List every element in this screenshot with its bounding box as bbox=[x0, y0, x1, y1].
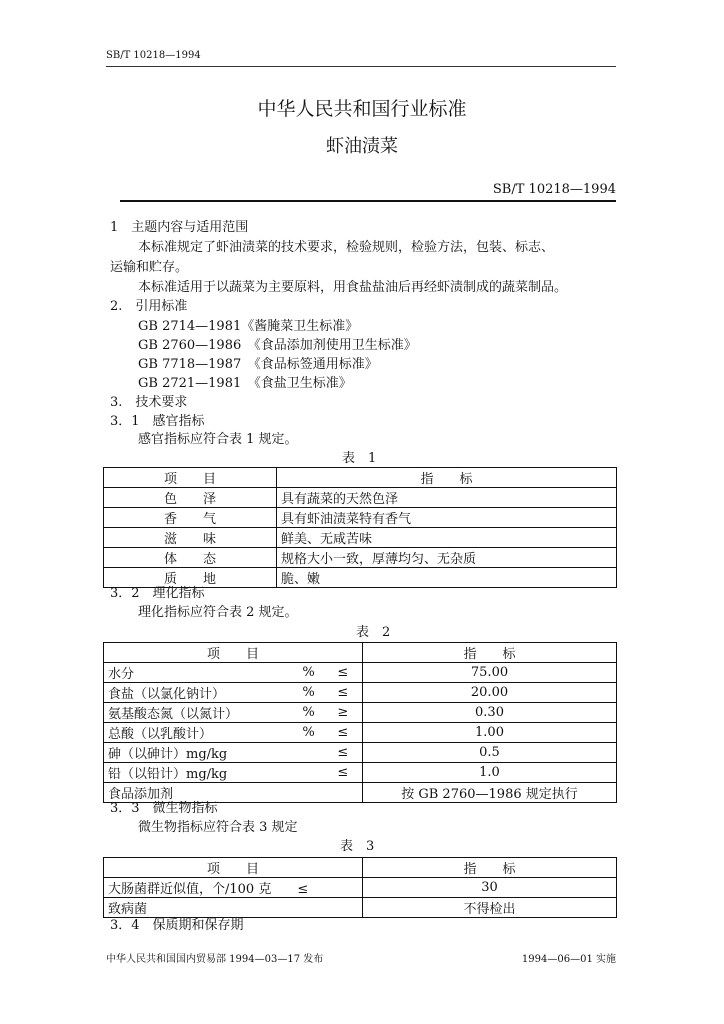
table-row bbox=[104, 763, 617, 783]
table-header-cell: 指 标 bbox=[363, 643, 617, 663]
section-3-3-text: 微生物指标应符合表 3 规定 bbox=[138, 820, 298, 835]
table-row bbox=[104, 898, 617, 918]
table-row bbox=[104, 548, 617, 568]
section-3-4-heading: 3．4 保质期和保存期 bbox=[110, 918, 244, 933]
table-header-row bbox=[104, 858, 617, 878]
unit-cell: % bbox=[293, 703, 323, 723]
table-header-cell: 项 目 bbox=[104, 643, 363, 663]
table-header-row bbox=[104, 468, 617, 488]
reference-item: GB 2714—1981《酱腌菜卫生标准》 bbox=[138, 319, 359, 334]
table-cell: 具有蔬菜的天然色泽 bbox=[277, 488, 617, 508]
value-cell: 按 GB 2760—1986 规定执行 bbox=[363, 783, 617, 803]
section-3-3-heading: 3．3 微生物指标 bbox=[110, 801, 218, 816]
reference-item: GB 7718—1987 《食品标签通用标准》 bbox=[138, 357, 378, 372]
unit-cell bbox=[293, 763, 323, 783]
table-header-cell: 项 目 bbox=[104, 468, 277, 488]
operator-cell: ≤ bbox=[324, 743, 363, 763]
table-cell: 脆、嫩 bbox=[277, 568, 617, 588]
section-3-1-heading: 3．1 感官指标 bbox=[110, 414, 205, 429]
table-3-caption: 表 3 bbox=[340, 839, 375, 854]
operator-cell: ≤ bbox=[324, 723, 363, 743]
value-cell: 0.30 bbox=[363, 703, 617, 723]
table-cell: 大肠菌群近似值，个/100 克 ≤ bbox=[104, 878, 363, 898]
table-cell: 食品添加剂 bbox=[104, 783, 294, 803]
section-1-para-2: 本标准适用于以蔬菜为主要原料，用食盐盐油后再经虾渍制成的蔬菜制品。 bbox=[138, 280, 568, 295]
operator-cell: ≤ bbox=[324, 683, 363, 703]
table-header-cell: 指 标 bbox=[277, 468, 617, 488]
standard-code: SB/T 10218—1994 bbox=[492, 182, 616, 197]
header-code: SB/T 10218—1994 bbox=[106, 50, 201, 61]
section-1-heading: 1 主题内容与适用范围 bbox=[110, 220, 249, 235]
table-row bbox=[104, 723, 617, 743]
section-3-2-heading: 3．2 理化指标 bbox=[110, 586, 205, 601]
table-cell: 色 泽 bbox=[104, 488, 277, 508]
section-3-heading: 3. 技术要求 bbox=[110, 395, 188, 410]
table-cell: 氨基酸态氮（以氮计） bbox=[104, 703, 294, 723]
table-3 bbox=[103, 857, 617, 918]
unit-cell: % bbox=[293, 663, 323, 683]
section-1-para-1a: 本标准规定了虾油渍菜的技术要求，检验规则，检验方法，包装、标志、 bbox=[138, 240, 555, 255]
table-row bbox=[104, 878, 617, 898]
product-title: 虾油渍菜 bbox=[326, 136, 398, 157]
table-cell: 滋 味 bbox=[104, 528, 277, 548]
value-cell: 30 bbox=[363, 878, 617, 898]
table-row bbox=[104, 743, 617, 763]
section-3-1-text: 感官指标应符合表 1 规定。 bbox=[138, 432, 298, 447]
reference-item: GB 2721—1981 《食盐卫生标准》 bbox=[138, 376, 352, 391]
table-row bbox=[104, 703, 617, 723]
table-cell: 香 气 bbox=[104, 508, 277, 528]
operator-cell: ≥ bbox=[324, 703, 363, 723]
section-3-2-text: 理化指标应符合表 2 规定。 bbox=[138, 605, 298, 620]
table-row bbox=[104, 488, 617, 508]
footer-effective: 1994—06—01 实施 bbox=[521, 954, 616, 965]
table-header-row bbox=[104, 643, 617, 663]
value-cell: 1.0 bbox=[363, 763, 617, 783]
table-2-caption: 表 2 bbox=[356, 625, 391, 640]
table-cell: 水分 bbox=[104, 663, 294, 683]
value-cell: 0.5 bbox=[363, 743, 617, 763]
section-1-para-1b: 运输和贮存。 bbox=[110, 260, 189, 275]
standard-title: 中华人民共和国行业标准 bbox=[257, 98, 467, 120]
table-1-caption: 表 1 bbox=[342, 451, 377, 466]
table-2 bbox=[103, 642, 617, 803]
table-cell: 铅（以铅计）mg/kg bbox=[104, 763, 294, 783]
unit-cell: % bbox=[293, 683, 323, 703]
table-cell: 砷（以砷计）mg/kg bbox=[104, 743, 294, 763]
value-cell: 不得检出 bbox=[363, 898, 617, 918]
unit-cell bbox=[293, 743, 323, 763]
table-cell: 质 地 bbox=[104, 568, 277, 588]
table-cell: 具有虾油渍菜特有香气 bbox=[277, 508, 617, 528]
table-cell: 总酸（以乳酸计） bbox=[104, 723, 294, 743]
table-cell: 体 态 bbox=[104, 548, 277, 568]
operator-cell: ≤ bbox=[324, 663, 363, 683]
table-row bbox=[104, 528, 617, 548]
title-rule bbox=[120, 200, 616, 202]
unit-cell bbox=[293, 783, 323, 803]
operator-cell bbox=[324, 783, 363, 803]
table-cell: 鲜美、无咸苦味 bbox=[277, 528, 617, 548]
table-row bbox=[104, 568, 617, 588]
value-cell: 1.00 bbox=[363, 723, 617, 743]
header-rule bbox=[106, 66, 616, 67]
table-cell: 规格大小一致，厚薄均匀、无杂质 bbox=[277, 548, 617, 568]
table-header-cell: 指 标 bbox=[363, 858, 617, 878]
footer-issued: 中华人民共和国国内贸易部 1994—03—17 发布 bbox=[106, 954, 324, 965]
value-cell: 20.00 bbox=[363, 683, 617, 703]
table-row bbox=[104, 783, 617, 803]
value-cell: 75.00 bbox=[363, 663, 617, 683]
table-row bbox=[104, 683, 617, 703]
unit-cell: % bbox=[293, 723, 323, 743]
table-1 bbox=[103, 467, 617, 588]
table-row bbox=[104, 508, 617, 528]
table-cell: 食盐（以氯化钠计） bbox=[104, 683, 294, 703]
table-header-cell: 项 目 bbox=[104, 858, 363, 878]
operator-cell: ≤ bbox=[324, 763, 363, 783]
table-row bbox=[104, 663, 617, 683]
reference-item: GB 2760—1986 《食品添加剂使用卫生标准》 bbox=[138, 338, 417, 353]
section-2-heading: 2. 引用标准 bbox=[110, 299, 188, 314]
table-cell: 致病菌 bbox=[104, 898, 363, 918]
